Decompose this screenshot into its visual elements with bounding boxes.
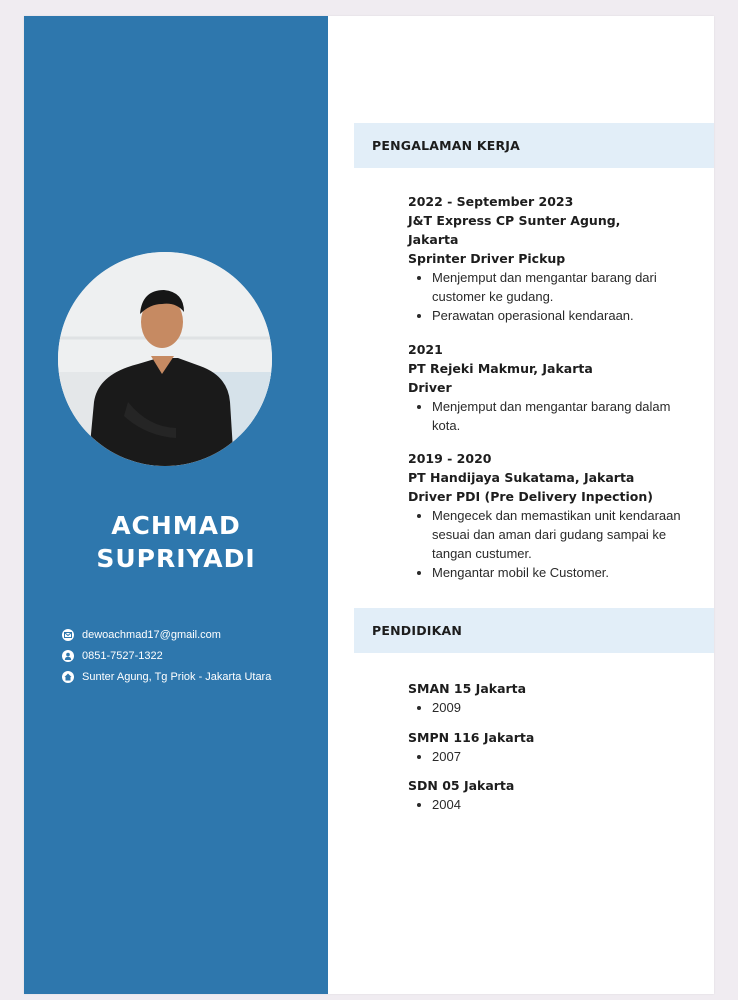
job-company: PT Rejeki Makmur, Jakarta (408, 361, 593, 376)
contact-list (62, 624, 324, 687)
contact-email (62, 624, 324, 645)
job-entry (408, 340, 698, 435)
contact-email-text[interactable]: dewoachmad17@gmail.com (82, 628, 221, 641)
sidebar (24, 16, 328, 994)
job-period: 2022 - September 2023 (408, 194, 574, 209)
job-role: Driver (408, 380, 452, 395)
job-duty: • Menjemput dan mengantar barang dari customer ke gudang. (432, 268, 698, 306)
job-entry (408, 192, 698, 325)
job-company: J&T Express CP Sunter Agung, (408, 213, 621, 228)
contact-phone-text[interactable]: 0851-7527-1322 (82, 649, 163, 662)
education-entry (408, 728, 698, 766)
contact-location (62, 666, 324, 687)
name-line-first: ACHMAD (111, 511, 241, 540)
school-year: • 2007 (432, 747, 698, 766)
job-role: Driver PDI (Pre Delivery Inpection) (408, 489, 653, 504)
school-years (408, 747, 698, 766)
job-duty: • Perawatan operasional kendaraan. (432, 306, 698, 325)
school-name: SDN 05 Jakarta (408, 778, 515, 793)
education-entry (408, 679, 698, 717)
email-icon (62, 629, 74, 641)
school-name: SMPN 116 Jakarta (408, 730, 535, 745)
contact-location-text: Sunter Agung, Tg Priok - Jakarta Utara (82, 670, 272, 683)
job-period: 2021 (408, 342, 443, 357)
job-company-city: Jakarta (408, 232, 459, 247)
job-duty: • Mengantar mobil ke Customer. (432, 563, 698, 582)
contact-phone (62, 645, 324, 666)
education-header (354, 608, 714, 653)
resume-page (24, 16, 714, 994)
profile-photo (58, 252, 272, 466)
school-year: • 2004 (432, 795, 698, 814)
job-period: 2019 - 2020 (408, 451, 492, 466)
job-duty: • Mengecek dan memastikan unit kendaraan sesuai dan aman dari gudang sampai ke tangan custumer. (432, 506, 698, 563)
job-duty: • Menjemput dan mengantar barang dalam kota. (432, 397, 698, 435)
experience-header (354, 123, 714, 168)
name-line-last: SUPRIYADI (96, 544, 256, 573)
job-duties (408, 506, 698, 582)
education-heading: PENDIDIKAN (372, 623, 463, 638)
school-year: • 2009 (432, 698, 698, 717)
full-name (24, 509, 328, 575)
job-role: Sprinter Driver Pickup (408, 251, 566, 266)
job-entry (408, 449, 698, 582)
school-years (408, 795, 698, 814)
job-duties (408, 397, 698, 435)
experience-heading: PENGALAMAN KERJA (372, 138, 521, 153)
school-years (408, 698, 698, 717)
job-duties (408, 268, 698, 325)
education-entry (408, 776, 698, 814)
phone-icon (62, 650, 74, 662)
job-company: PT Handijaya Sukatama, Jakarta (408, 470, 635, 485)
school-name: SMAN 15 Jakarta (408, 681, 527, 696)
location-icon (62, 671, 74, 683)
